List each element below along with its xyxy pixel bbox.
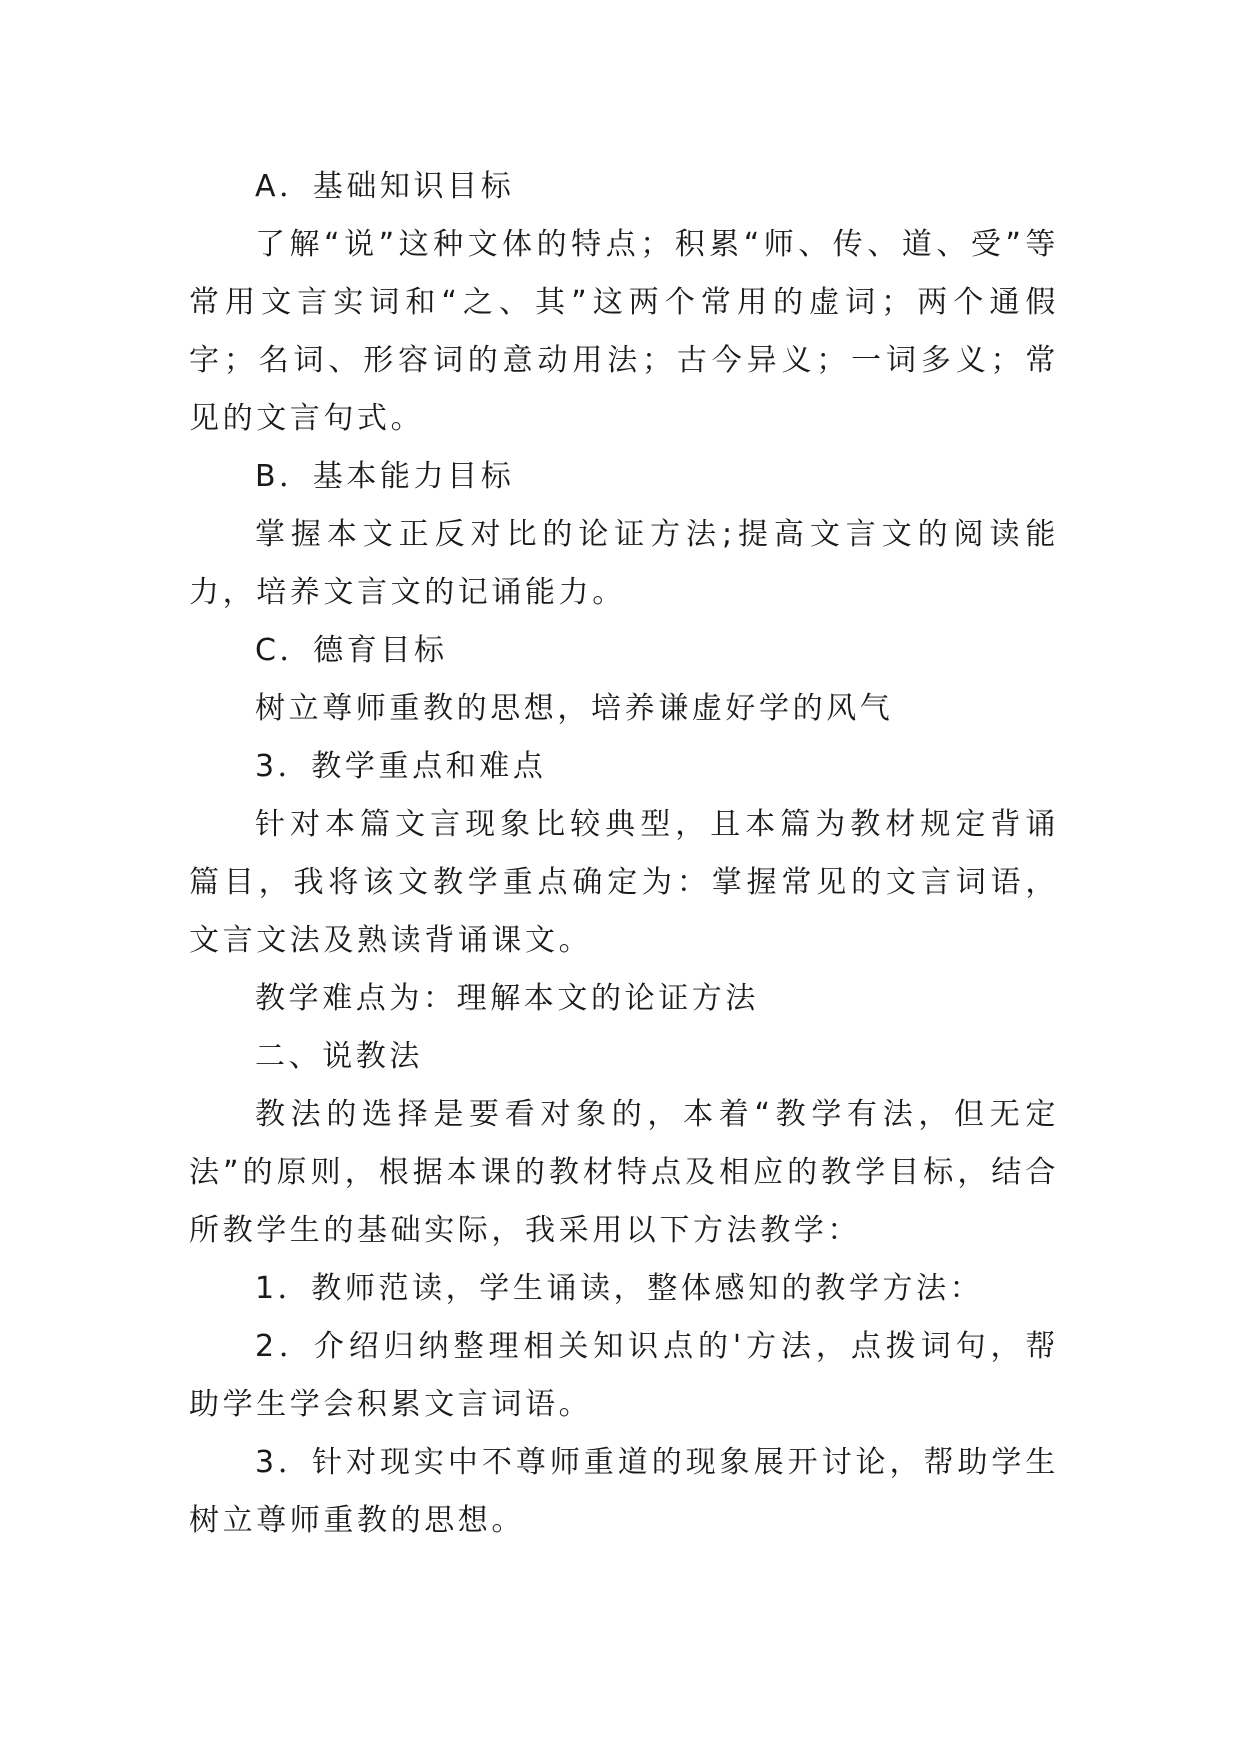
paragraph-key-points-detail: 针对本篇文言现象比较典型，且本篇为教材规定背诵篇目，我将该文教学重点确定为：掌握常见的文言词语，文言文法及熟读背诵课文。 bbox=[189, 807, 1059, 958]
list-item-method-3: 3．针对现实中不尊师重道的现象展开讨论，帮助学生树立尊师重教的思想。 bbox=[189, 1445, 1059, 1538]
paragraph-teaching-methods-intro: 教法的选择是要看对象的，本着“教学有法，但无定法”的原则，根据本课的教材特点及相应的教学目标，结合所教学生的基础实际，我采用以下方法教学： bbox=[189, 1097, 1059, 1248]
list-item-method-2: 2．介绍归纳整理相关知识点的'方法，点拨词句，帮助学生学会积累文言词语。 bbox=[189, 1329, 1059, 1422]
document-body bbox=[189, 158, 1059, 1550]
paragraph-basic-knowledge-detail: 了解“说”这种文体的特点；积累“师、传、道、受”等常用文言实词和“之、其”这两个常用的虚词；两个通假字；名词、形容词的意动用法；古今异义；一词多义；常见的文言句式。 bbox=[189, 227, 1059, 436]
paragraph-basic-ability-detail: 掌握本文正反对比的论证方法;提高文言文的阅读能力，培养文言文的记诵能力。 bbox=[189, 517, 1059, 610]
list-item-method-1: 1．教师范读，学生诵读，整体感知的教学方法： bbox=[255, 1271, 984, 1306]
heading-basic-ability-goal: B．基本能力目标 bbox=[255, 459, 515, 494]
paragraph-moral-education-detail: 树立尊师重教的思想，培养谦虚好学的风气 bbox=[255, 691, 894, 726]
heading-teaching-methods: 二、说教法 bbox=[255, 1039, 423, 1074]
heading-moral-education-goal: C．德育目标 bbox=[255, 633, 448, 668]
heading-key-points-and-difficulties: 3．教学重点和难点 bbox=[255, 749, 547, 784]
paragraph-difficulty: 教学难点为：理解本文的论证方法 bbox=[255, 981, 759, 1016]
heading-basic-knowledge-goal: A．基础知识目标 bbox=[255, 169, 515, 204]
